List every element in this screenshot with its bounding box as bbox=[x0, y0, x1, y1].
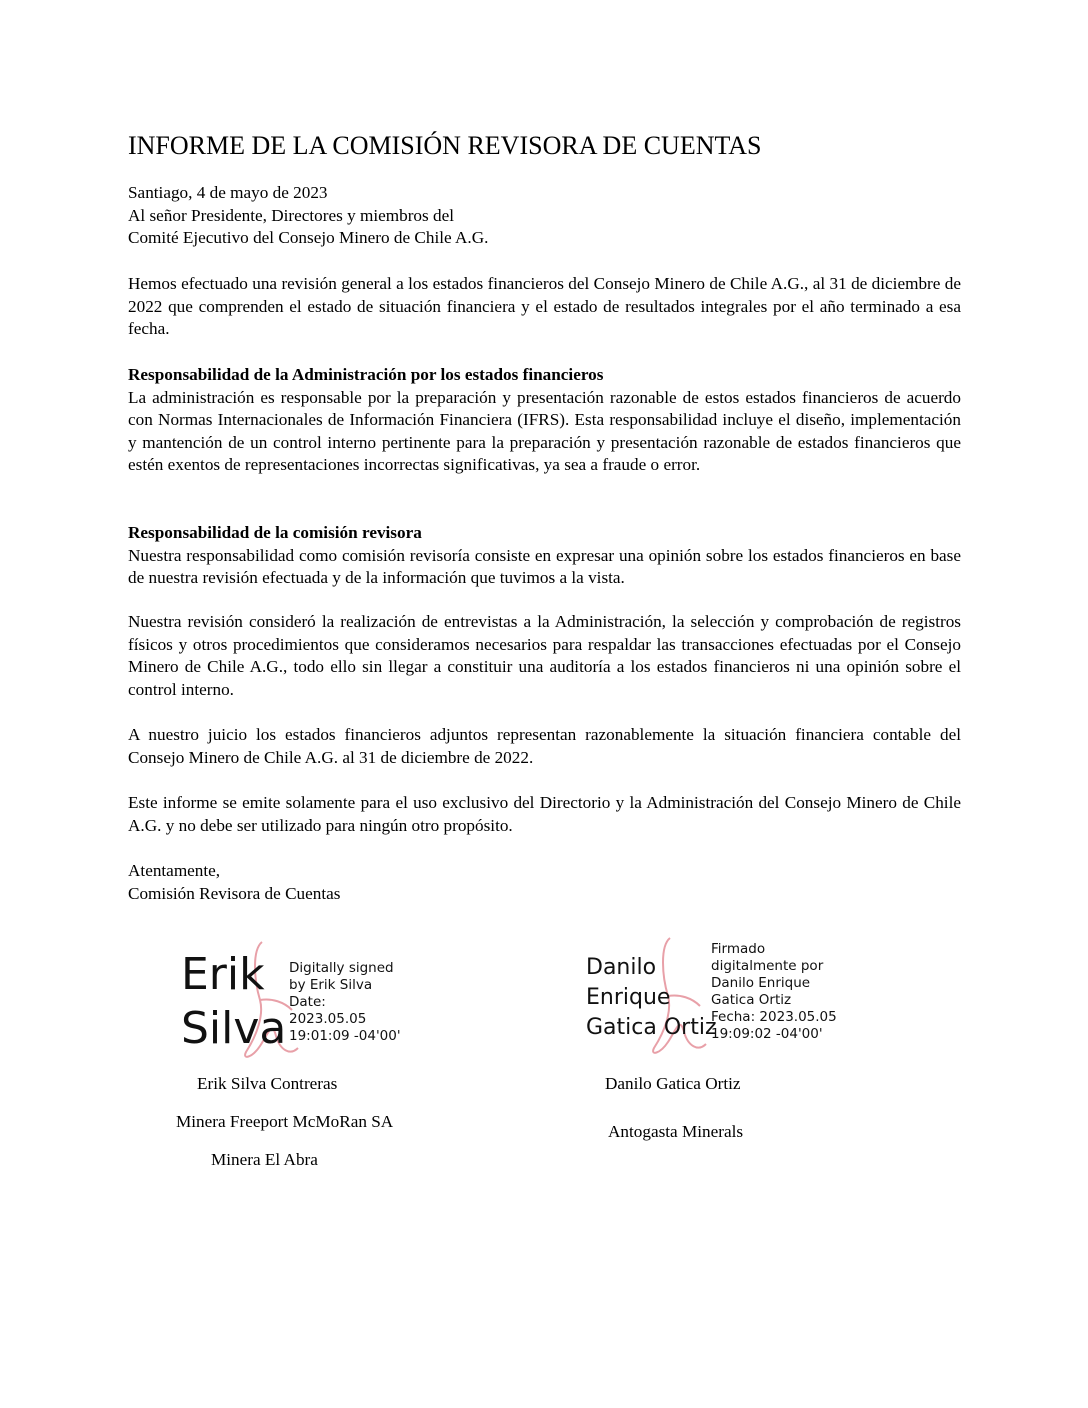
signature-left-name-line: Silva bbox=[181, 1003, 287, 1054]
intro-paragraph bbox=[128, 273, 961, 341]
header-block bbox=[128, 182, 961, 250]
signature-left-name-line: Erik bbox=[181, 949, 265, 1000]
signature-left-name bbox=[181, 948, 286, 1056]
signature-left-detail-line: Digitally signed bbox=[289, 960, 394, 976]
signature-right-name-line: Enrique bbox=[586, 985, 671, 1010]
signature-left-detail-line: Date: bbox=[289, 994, 326, 1010]
signature-right-name-line: Gatica Ortiz bbox=[586, 1015, 717, 1040]
header-committee: Comité Ejecutivo del Consejo Minero de Chile A.G. bbox=[128, 228, 489, 247]
signature-left-details bbox=[289, 960, 401, 1045]
signature-right-signer: Danilo Gatica Ortiz bbox=[605, 1074, 741, 1093]
opinion-paragraph bbox=[128, 724, 961, 769]
section-commission-heading: Responsabilidad de la comisión revisora bbox=[128, 523, 422, 542]
signature-right-name bbox=[586, 953, 717, 1043]
signature-right-detail-line: digitalmente por bbox=[711, 958, 824, 974]
closing-block bbox=[128, 860, 961, 905]
header-date: Santiago, 4 de mayo de 2023 bbox=[128, 183, 328, 202]
section-administration-body: La administración es responsable por la preparación y presentación razonable de estos estados financieros de acuerdo con Normas Internacionales de Información Financiera (IFRS). Esta responsabilidad incluye el diseño, implementación y mantención de un control interno pertinente para la preparación y presentación razonable de estados financieros que estén exentos de representaciones incorrectas significativas, ya sea a fraude o error. bbox=[128, 387, 961, 474]
signature-right-detail-line: Firmado bbox=[711, 941, 766, 957]
signature-right-detail-line: Gatica Ortiz bbox=[711, 992, 792, 1008]
section-administration bbox=[128, 364, 961, 477]
signature-right-company: Antogasta Minerals bbox=[608, 1122, 744, 1141]
closing-committee: Comisión Revisora de Cuentas bbox=[128, 883, 341, 903]
closing-salutation: Atentamente, bbox=[128, 861, 221, 880]
signature-left-signer: Erik Silva Contreras bbox=[197, 1074, 338, 1093]
signature-left-detail-line: 19:01:09 -04'00' bbox=[289, 1028, 401, 1044]
section-commission bbox=[128, 522, 961, 590]
signature-right-detail-line: Danilo Enrique bbox=[711, 975, 811, 991]
review-paragraph bbox=[128, 611, 961, 701]
signature-right-details bbox=[711, 941, 837, 1043]
signature-left-company: Minera Freeport McMoRan SA bbox=[176, 1112, 394, 1131]
review-text: Nuestra revisión consideró la realización de entrevistas a la Administración, la selección y comprobación de registros físicos y otros procedimientos que consideramos necesarios para respaldar las transacciones efectuadas por el Consejo Minero de Chile A.G., todo ello sin llegar a constituir una auditoría a los estados financieros ni una opinión sobre el control interno. bbox=[128, 612, 961, 699]
section-administration-heading: Responsabilidad de la Administración por los estados financieros bbox=[128, 365, 604, 384]
signature-left-detail-line: by Erik Silva bbox=[289, 977, 373, 993]
signature-right-detail-line: 19:09:02 -04'00' bbox=[711, 1026, 823, 1042]
header-recipient: Al señor Presidente, Directores y miembros del bbox=[128, 205, 455, 225]
signature-left-detail-line: 2023.05.05 bbox=[289, 1011, 367, 1027]
scope-paragraph bbox=[128, 792, 961, 837]
signature-right-detail-line: Fecha: 2023.05.05 bbox=[711, 1009, 837, 1025]
opinion-text: A nuestro juicio los estados financieros adjuntos representan razonablemente la situación financiera contable del Consejo Minero de Chile A.G. al 31 de diciembre de 2022. bbox=[128, 725, 961, 767]
document-title: INFORME DE LA COMISIÓN REVISORA DE CUENTAS bbox=[128, 131, 762, 160]
signature-left-company: Minera El Abra bbox=[211, 1150, 318, 1169]
scope-text: Este informe se emite solamente para el uso exclusivo del Directorio y la Administración del Consejo Minero de Chile A.G. y no debe ser utilizado para ningún otro propósito. bbox=[128, 793, 961, 835]
signature-right-name-line: Danilo bbox=[586, 955, 657, 980]
section-commission-body: Nuestra responsabilidad como comisión revisoría consiste en expresar una opinión sobre los estados financieros en base de nuestra revisión efectuada y de la información que tuvimos a la vista. bbox=[128, 545, 961, 587]
intro-text: Hemos efectuado una revisión general a los estados financieros del Consejo Minero de Chile A.G., al 31 de diciembre de 2022 que comprenden el estado de situación financiera y el estado de resultados integrales por el año terminado a esa fecha. bbox=[128, 274, 961, 338]
